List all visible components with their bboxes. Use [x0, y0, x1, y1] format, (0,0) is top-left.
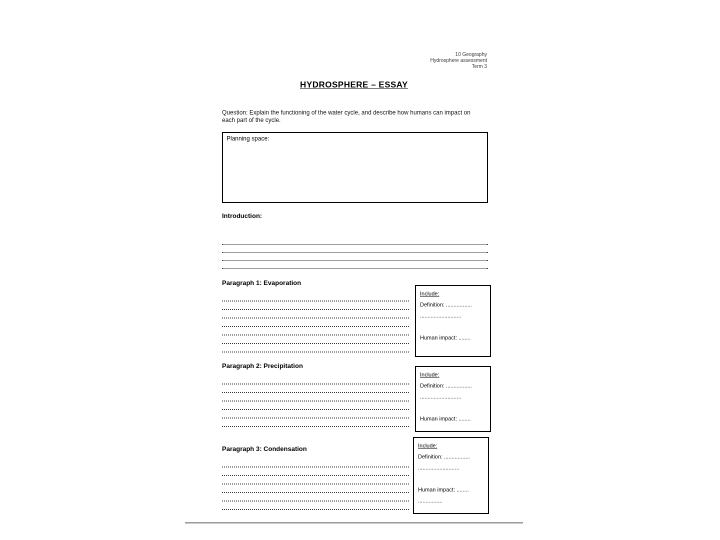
dotted-line: [222, 237, 488, 245]
dotted-line: [222, 419, 409, 428]
paragraph-2-lines: [222, 376, 409, 427]
dotted-line: [222, 336, 409, 345]
include-box-row: [420, 403, 486, 414]
paragraph-3-label: Paragraph 3: Condensation: [222, 445, 307, 453]
page-bottom-rule: [185, 522, 523, 524]
paragraph-3-lines: [222, 459, 409, 510]
paragraph-1-include-box: [415, 285, 491, 357]
introduction-label: Introduction:: [222, 212, 263, 220]
dotted-line: [222, 476, 409, 485]
include-box-row: Definition: .................: [418, 454, 470, 460]
include-box-row: ...........................: [418, 465, 460, 471]
dotted-line: [222, 459, 409, 468]
dotted-line: [222, 302, 409, 311]
include-box-row: [418, 474, 484, 485]
include-label: Include:: [420, 372, 440, 378]
planning-label: Planning space:: [226, 135, 270, 142]
dotted-line: [222, 261, 488, 269]
include-box-row: [420, 322, 486, 333]
dotted-line: [222, 393, 409, 402]
dotted-line: [222, 385, 409, 394]
dotted-line: [222, 245, 488, 253]
paragraph-3-include-box: [413, 437, 489, 514]
dotted-line: [222, 468, 409, 477]
question-line-2: each part of the cycle.: [222, 116, 281, 124]
include-box-row: Human impact: ........: [420, 335, 471, 341]
dotted-line: [222, 493, 409, 502]
include-box-row: Definition: .................: [420, 302, 472, 308]
dotted-line: [222, 327, 409, 336]
document-viewport: [185, 0, 523, 540]
dotted-line: [222, 376, 409, 385]
paragraph-1-label: Paragraph 1: Evaporation: [222, 279, 302, 287]
page-header: [430, 52, 487, 70]
include-box-row: Human impact: ........: [418, 487, 469, 493]
include-box-row: ...........................: [420, 313, 462, 319]
include-label: Include:: [418, 443, 438, 449]
include-label: Include:: [420, 291, 440, 297]
include-box-row: ................: [418, 498, 443, 504]
dotted-line: [222, 319, 409, 328]
header-line-3: Term 3: [471, 64, 487, 70]
question-line-1: Question: Explain the functioning of the water cycle, and describe how humans can impact on: [222, 109, 471, 116]
paragraph-1-lines: [222, 293, 409, 353]
dotted-line: [222, 293, 409, 302]
dotted-line: [222, 502, 409, 511]
dotted-line: [222, 253, 488, 261]
page-title: HYDROSPHERE – ESSAY: [300, 80, 408, 90]
introduction-lines: [222, 237, 488, 269]
dotted-line: [222, 410, 409, 419]
dotted-line: [222, 402, 409, 411]
paragraph-2-include-box: [415, 366, 491, 432]
planning-box: [222, 132, 488, 203]
include-box-row: ...........................: [420, 394, 462, 400]
dotted-line: [222, 485, 409, 494]
include-box-row: Definition: .................: [420, 383, 472, 389]
dotted-line: [222, 310, 409, 319]
paragraph-2-label: Paragraph 2: Precipitation: [222, 362, 303, 370]
worksheet-page: [185, 0, 523, 540]
dotted-line: [222, 344, 409, 353]
header-line-1: 10 Geography: [455, 52, 487, 58]
include-box-row: Human impact: ........: [420, 416, 471, 422]
header-line-2: Hydrosphere assessment: [430, 58, 487, 64]
essay-question: [222, 109, 489, 124]
